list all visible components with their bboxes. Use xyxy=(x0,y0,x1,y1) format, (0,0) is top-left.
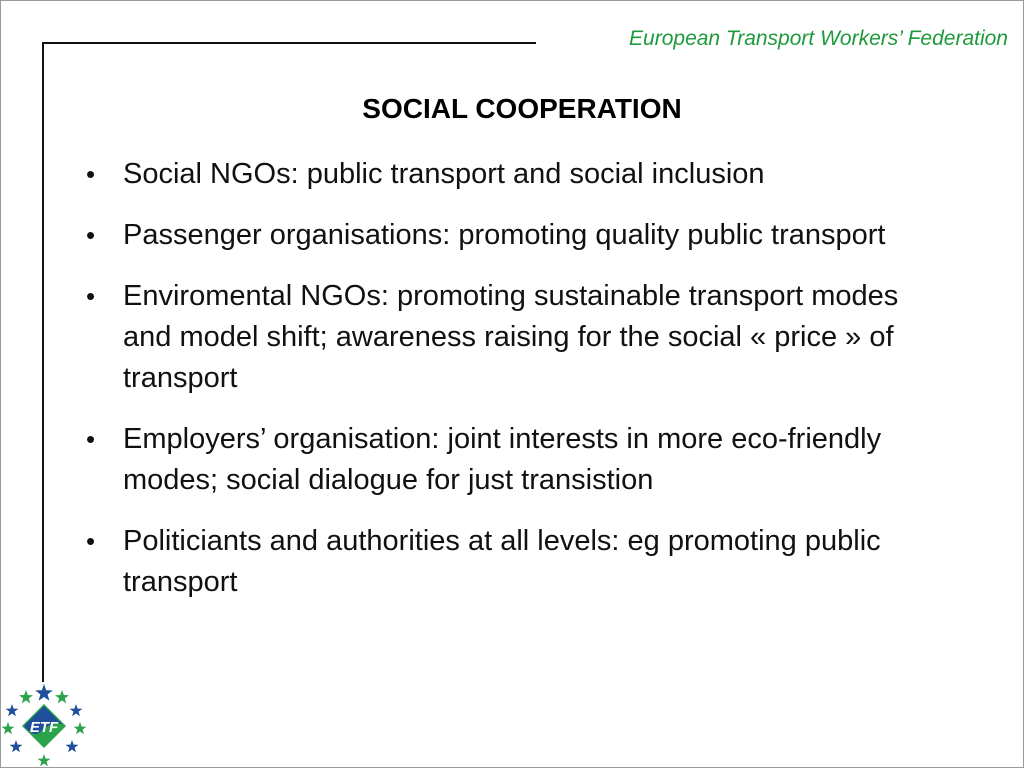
bullet-item xyxy=(80,215,940,256)
logo-text: ETF xyxy=(29,719,59,736)
etf-logo-icon xyxy=(0,682,90,768)
frame-top-line xyxy=(43,42,536,44)
bullet-item xyxy=(80,419,940,501)
slide-title: SOCIAL COOPERATION xyxy=(362,93,682,124)
bullet-icon: • xyxy=(86,424,96,454)
bullet-text: Enviromental NGOs: promoting sustainable transport modes and model shift; awareness raising for the social « price » of transport xyxy=(123,280,899,394)
bullet-icon: • xyxy=(86,220,96,250)
organization-header: European Transport Workers’ Federation xyxy=(629,27,1008,50)
bullet-icon: • xyxy=(86,281,96,311)
bullet-text: Passenger organisations: promoting quality public transport xyxy=(123,219,886,251)
frame-left-line xyxy=(42,42,44,682)
bullet-list xyxy=(80,154,940,623)
bullet-text: Social NGOs: public transport and social inclusion xyxy=(123,158,765,190)
bullet-text: Politiciants and authorities at all levels: eg promoting public transport xyxy=(123,525,881,598)
bullet-item xyxy=(80,154,940,195)
bullet-icon: • xyxy=(86,526,96,556)
bullet-text: Employers’ organisation: joint interests in more eco-friendly modes; social dialogue for just transistion xyxy=(123,423,882,496)
bullet-item xyxy=(80,521,940,603)
bullet-icon: • xyxy=(86,159,96,189)
bullet-item xyxy=(80,276,940,399)
